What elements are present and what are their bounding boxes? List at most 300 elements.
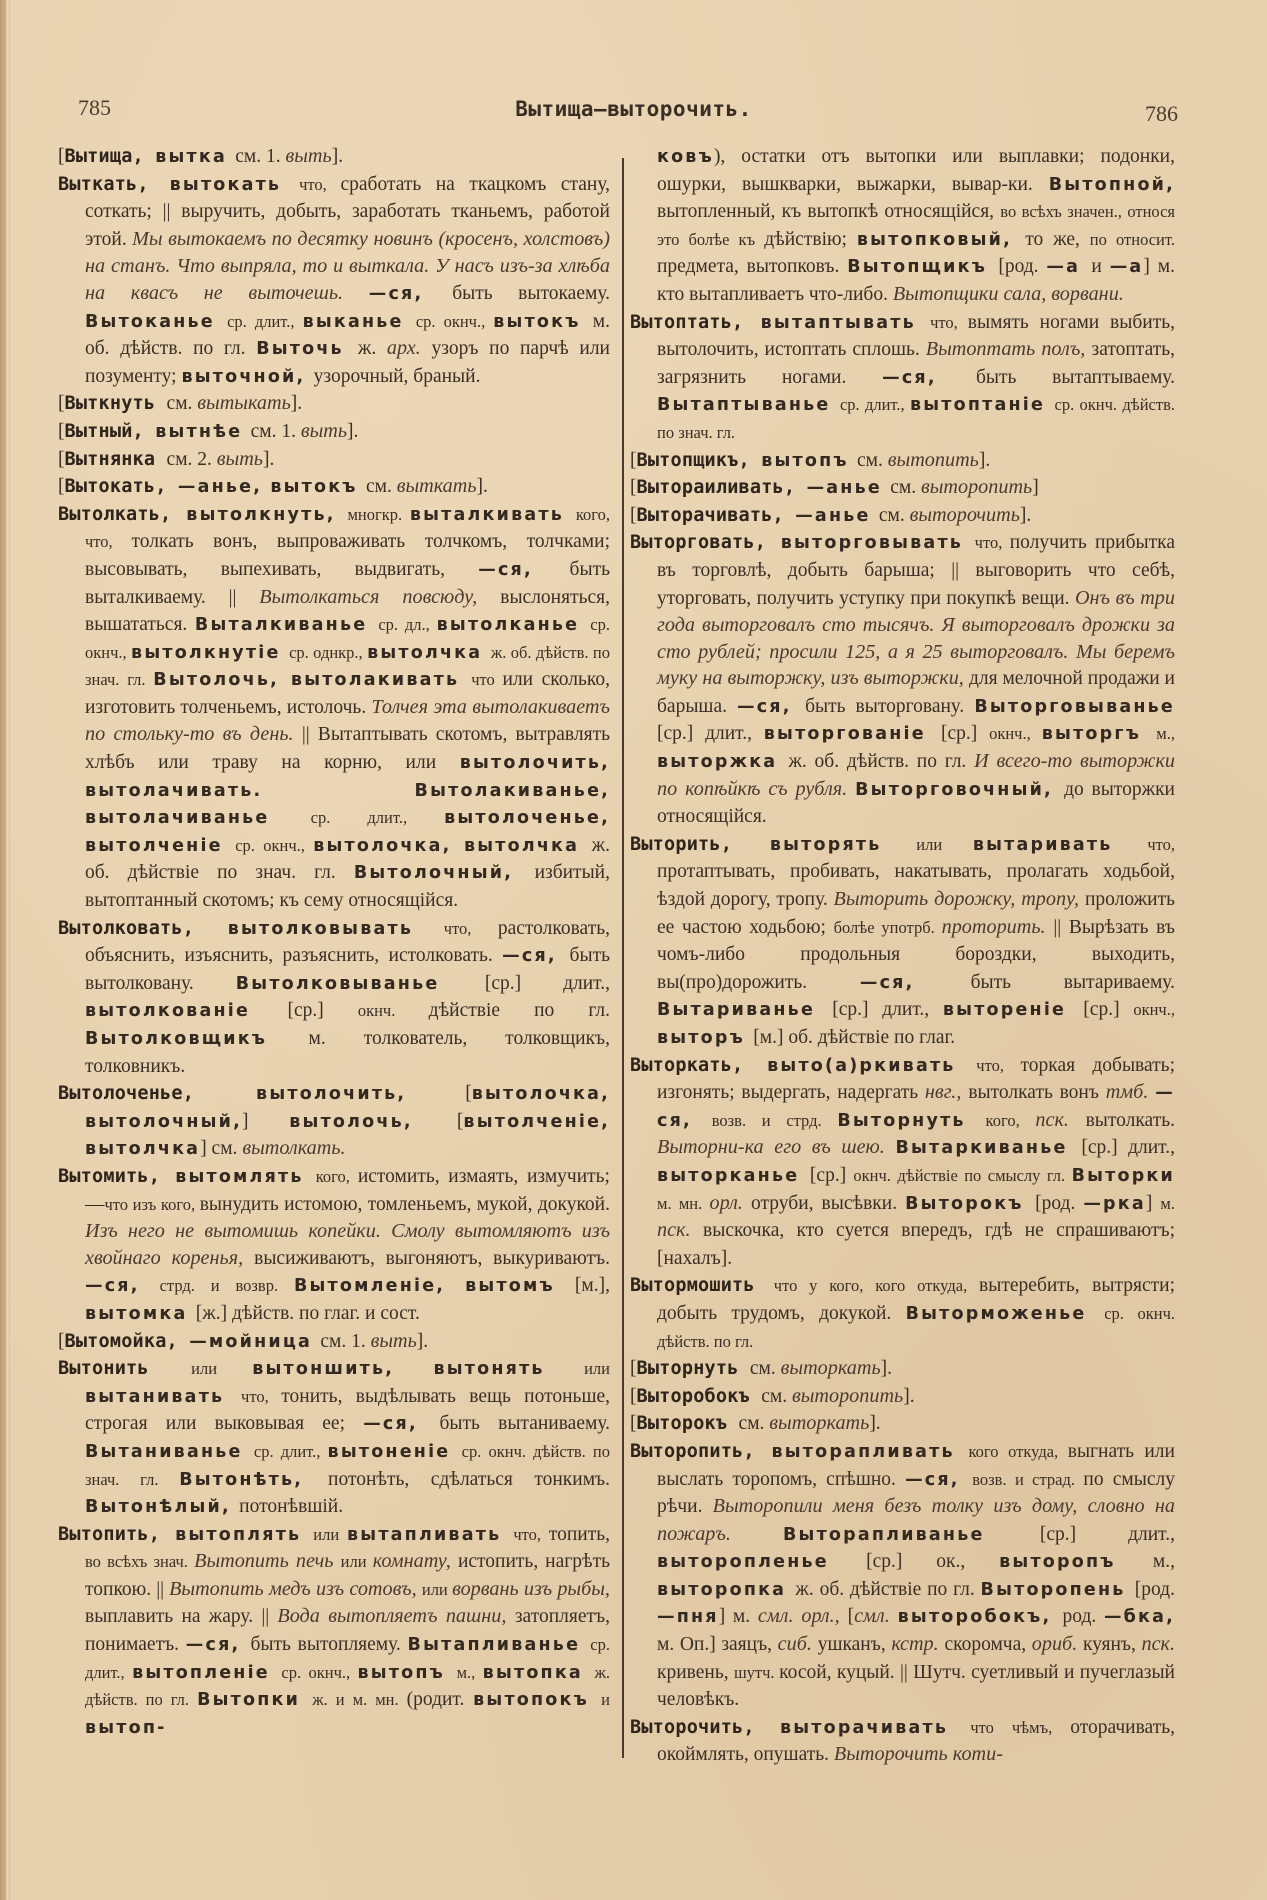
bold-form: Вытолковщикъ: [85, 1029, 309, 1049]
headword: Выткнуть: [64, 393, 167, 415]
definition-text: выслоняться, вышататься.: [85, 586, 610, 636]
headword: Выторопить,: [630, 1440, 772, 1462]
bold-form: вытокать: [169, 174, 300, 195]
open-bracket: [: [630, 1413, 637, 1435]
definition-text: вынудить истомою, томленьемъ, мукой, докукой.: [199, 1193, 610, 1215]
definition-text: ж. об. дѣйствіе по знач. гл.: [85, 834, 610, 884]
definition-text: род.: [1062, 1606, 1104, 1628]
headword: Выторочить,: [630, 1716, 780, 1738]
definition-text: [ср.] длит.,: [1081, 1137, 1175, 1159]
grammar-note: что,: [930, 312, 968, 332]
bold-form: вытоненіе: [327, 1441, 462, 1462]
open-bracket: [: [58, 146, 65, 167]
bold-form: вытолочка, вытолочный,: [85, 1084, 610, 1132]
italic-example: пск.: [657, 1219, 704, 1242]
grammar-note: или: [421, 1579, 453, 1599]
cross-reference-entry: [630, 1410, 1175, 1438]
headword: Выторобокъ: [636, 1385, 762, 1407]
definition-text: [ср.] длит.,: [832, 999, 943, 1021]
bold-form: выканье: [302, 311, 416, 332]
definition-text: см. 1.: [320, 1330, 371, 1352]
definition-text: для мелочной продажи и барыша.: [657, 668, 1175, 717]
grammar-note: или: [340, 1552, 373, 1572]
grammar-note: что,: [974, 533, 1010, 553]
bold-form: —мойница: [189, 1331, 321, 1352]
grammar-note: ср. окнч.,: [85, 615, 610, 662]
definition-text: ].: [903, 1385, 915, 1407]
dictionary-entry: [58, 1355, 610, 1521]
column-divider-rule: [622, 158, 624, 1758]
headword: Вытолкать,: [58, 503, 187, 525]
italic-example: Вытолкаться повсюду,: [259, 585, 501, 608]
definition-text: [м.],: [574, 1275, 610, 1297]
page-number-right: 786: [1145, 101, 1178, 126]
page-number-left: 785: [78, 95, 111, 120]
bold-form: Вытолочный,: [353, 863, 535, 884]
bold-form: вытопъ: [357, 1662, 457, 1683]
bold-form: вытопъ: [761, 450, 858, 471]
definition-text: ].: [331, 146, 344, 167]
definition-text: м. толкователь, толковщикъ, толковникъ.: [85, 1028, 610, 1077]
italic-example: вытыкать: [197, 392, 291, 415]
definition-text: [ср.]: [941, 723, 990, 745]
grammar-note: что,: [976, 1055, 1021, 1075]
bold-form: выторгованіе: [763, 724, 941, 745]
definition-text: [: [847, 1606, 855, 1628]
italic-example: Выторопили меня безъ толку изъ дому, словно на пожаръ.: [657, 1495, 1175, 1545]
definition-text: быть выторгованy.: [805, 695, 975, 717]
italic-example: Изъ него не вытомишь копейки. Смолу вытомляютъ изъ хвойнаго коренья,: [85, 1220, 610, 1269]
definition-text: оторачивать, окоймлять, опушать.: [657, 1716, 1175, 1766]
bold-form: вытолкнутіе: [131, 642, 290, 663]
definition-text: дѣйствіе по гл.: [428, 1000, 610, 1022]
headword: Вытища,: [64, 146, 156, 167]
bold-form: выторять: [769, 834, 917, 855]
headword: Выткать,: [58, 173, 170, 195]
grammar-note: что,: [299, 174, 341, 194]
bold-form: Выторговыванье: [974, 696, 1175, 717]
bold-form: вытолочить,: [256, 1084, 466, 1105]
bold-form: выторжка: [657, 752, 789, 773]
open-bracket: [: [58, 448, 65, 470]
grammar-note: многкр.: [347, 504, 410, 524]
definition-text: и: [1091, 256, 1110, 278]
definition-text: кривень,: [657, 1661, 734, 1683]
dictionary-entry: [630, 1052, 1175, 1273]
italic-example: И всего-то выторжки по копѣйкѣ съ рубля.: [657, 750, 1175, 800]
open-bracket: [: [58, 1330, 65, 1352]
italic-example: нвг.,: [924, 1081, 969, 1104]
grammar-note: м.: [1160, 1193, 1175, 1213]
bold-form: —ся,: [368, 283, 453, 304]
bold-form: вытолканье: [436, 615, 591, 636]
grammar-note: возв. и страд.: [972, 1469, 1084, 1489]
dictionary-entry: [630, 831, 1175, 1052]
cross-reference-entry: [58, 390, 610, 418]
grammar-note: что,: [513, 1524, 549, 1544]
bold-form: вытомлять: [175, 1166, 316, 1187]
italic-example: вытолкать.: [242, 1137, 346, 1160]
italic-example: выткать: [396, 475, 477, 498]
headword: Вытоптать,: [630, 311, 761, 333]
grammar-note: по относит.: [1089, 229, 1175, 249]
bold-form: Выторопень: [980, 1579, 1135, 1600]
definition-text: ] см.: [200, 1138, 243, 1160]
grammar-note: или: [191, 1359, 253, 1379]
bold-form: —ся,: [905, 1469, 973, 1490]
definition-text: см. 1.: [235, 146, 286, 167]
bold-form: выторобокъ,: [897, 1607, 1063, 1628]
italic-example: Вода вытопляетъ пашни,: [277, 1605, 515, 1628]
grammar-note: кого,: [315, 1166, 358, 1186]
bold-form: —бка,: [1103, 1607, 1175, 1628]
page-header: [0, 95, 1267, 135]
grammar-note: болѣе употрб.: [833, 917, 942, 937]
definition-text: скоромча,: [944, 1634, 1032, 1656]
definition-text: см.: [890, 477, 921, 499]
grammar-note: что,: [1147, 834, 1175, 854]
definition-text: см.: [857, 449, 888, 471]
definition-text: [ср.]: [287, 1000, 358, 1022]
running-title: Вытища—выторочить.: [515, 97, 752, 121]
dictionary-entry: [58, 501, 610, 915]
definition-text: [род.: [998, 256, 1047, 278]
dictionary-entry: [58, 1163, 610, 1328]
grammar-note: окнч.,: [1133, 1000, 1175, 1020]
italic-example: Выторить дорожку, тропу,: [833, 888, 1085, 911]
bold-form: выторгъ: [1041, 724, 1157, 745]
italic-example: Онъ въ три года выторговалъ сто тысячъ. Я выторговалъ дрожки за сто рублей; просили 125, а я 25 выторговалъ. Мы беремъ муку на выторжку, изъ выторжки,: [657, 586, 1175, 690]
bold-form: вытолочь,: [289, 1111, 457, 1132]
bold-form: вытокъ: [493, 311, 593, 332]
bold-form: вытомка: [85, 1303, 196, 1324]
cross-reference-entry: [58, 473, 610, 501]
grammar-note: ж. дѣйств. по гл.: [85, 1662, 610, 1710]
bold-form: выталкивать: [409, 504, 576, 525]
grammar-note: или: [584, 1359, 610, 1379]
italic-example: сиб.: [777, 1633, 818, 1656]
definition-text: ].: [978, 449, 991, 471]
cross-reference-entry: [58, 143, 610, 171]
bold-form: Вытолочь, вытолакивать: [153, 670, 472, 691]
bold-form: вытореніе: [942, 1000, 1084, 1021]
definition-text: потонѣвшій.: [239, 1496, 344, 1518]
grammar-note: окнч.,: [989, 724, 1042, 744]
grammar-note: шутч.: [733, 1662, 780, 1682]
bold-form: —анье: [806, 478, 891, 499]
italic-example: Выторочить коти-: [833, 1743, 1003, 1766]
cross-reference-entry: [58, 1328, 610, 1356]
grammar-note: во всѣхъ значен., относя это болѣе къ: [657, 202, 1176, 249]
definition-text: м.,: [1152, 1551, 1175, 1573]
bold-form: —ся,: [882, 367, 976, 388]
definition-text: по смыслу рѣчи.: [657, 1468, 1175, 1518]
bold-form: вытаптывать: [760, 312, 931, 333]
bold-form: вытопленіе: [132, 1662, 282, 1683]
bold-form: Вытомленіе, вытомъ: [293, 1276, 575, 1297]
dictionary-entry: [630, 1438, 1175, 1714]
grammar-note: возв. и стрд.: [711, 1110, 838, 1130]
italic-example: кстр.: [891, 1633, 945, 1656]
cross-reference-entry: [58, 446, 610, 474]
italic-example: выторопить: [791, 1384, 904, 1407]
italic-example: ориб.: [1031, 1633, 1084, 1656]
definition-text: получить прибытка въ торговлѣ, добыть барыша; || выговорить что себѣ, уторговать, получить уступку при покупкѣ вещи.: [657, 532, 1175, 609]
grammar-note: ср. окнч.,: [281, 1662, 358, 1682]
definition-text: топить,: [548, 1523, 611, 1545]
definition-text: вымять ногами выбить, вытолочить, истоптать сплошь.: [657, 311, 1175, 361]
open-bracket: [: [630, 477, 637, 499]
dictionary-entry: [630, 1272, 1175, 1355]
grammar-note: окнч. дѣйствіе по смыслу гл.: [853, 1165, 1072, 1185]
italic-example: пск.: [1141, 1633, 1176, 1656]
definition-text: затопляетъ, понимаетъ.: [85, 1606, 610, 1656]
headword: Выторговать,: [630, 532, 781, 554]
grammar-note: ср. окнч.,: [235, 835, 314, 855]
bold-form: вытка: [155, 147, 236, 167]
cross-reference-entry: [58, 418, 610, 446]
bold-form: —ся,: [502, 946, 570, 967]
bold-form: —пня: [657, 1607, 719, 1628]
grammar-note: м.,: [1156, 724, 1175, 744]
definition-text: предмета, вытопковъ.: [657, 256, 848, 278]
cross-reference-entry: [630, 502, 1175, 530]
headword: Вытораиливать,: [636, 477, 807, 499]
headword: Выторачивать,: [636, 504, 796, 526]
definition-text: см. 1.: [250, 420, 301, 442]
bold-form: Выторки: [1071, 1165, 1175, 1186]
italic-example: орл.: [709, 1191, 752, 1214]
bold-form: вытолочка, вытолчка: [313, 835, 592, 856]
bold-form: Вытолковыванье: [235, 973, 485, 994]
italic-example: смл.: [854, 1605, 898, 1628]
bold-form: вытолкованіе: [85, 1001, 288, 1022]
cross-reference-entry: [630, 1355, 1175, 1383]
definition-text: см.: [166, 393, 198, 415]
definition-text: узорочный, браный.: [313, 365, 481, 387]
grammar-note: кого,: [985, 1110, 1036, 1130]
definition-text: ж.: [357, 338, 387, 360]
definition-text: ].: [263, 448, 275, 470]
italic-example: Вытопить печь: [194, 1550, 341, 1573]
bold-form: Вытопщикъ: [847, 257, 999, 278]
grammar-note: что,: [443, 918, 498, 938]
definition-text: ушканъ,: [817, 1634, 892, 1656]
bold-form: Вытоканье: [85, 311, 228, 332]
definition-text: истомить, измаять, измучить; —: [85, 1165, 610, 1215]
cross-reference-entry: [630, 447, 1175, 475]
grammar-note: ср. дл.,: [378, 615, 437, 635]
definition-text: см.: [878, 504, 910, 526]
bold-form: Вытапливанье: [407, 1635, 591, 1656]
italic-example: выторкать: [780, 1357, 881, 1380]
grammar-note: ж. и м. мн.: [312, 1690, 407, 1710]
bold-form: выточной,: [181, 366, 314, 387]
definition-text: [ср.] длит.,: [484, 972, 610, 994]
definition-text: отруби, высѣвки.: [751, 1192, 906, 1214]
definition-text: ]: [241, 1110, 290, 1132]
grammar-note: ж. об. дѣйств. по знач. гл.: [85, 642, 611, 690]
bold-form: вытолковывать: [227, 918, 444, 939]
definition-text: то же,: [1025, 228, 1090, 250]
bold-form: Выторнуть: [837, 1110, 986, 1131]
grammar-note: или: [916, 834, 973, 854]
bold-form: Выторокъ: [905, 1193, 1036, 1214]
bold-form: вытолоченье, вытолченіе: [85, 808, 610, 856]
bold-form: Вытопки: [197, 1690, 313, 1711]
italic-example: Вытопить медъ изъ сотовъ,: [169, 1577, 422, 1600]
open-bracket: [: [58, 393, 65, 415]
headword: Выторить,: [630, 833, 770, 855]
italic-example: выть: [300, 419, 348, 442]
bold-form: вытанивать: [85, 1386, 242, 1407]
open-bracket: [: [58, 420, 65, 442]
grammar-note: что,: [241, 1386, 282, 1406]
italic-example: ворвань изъ рыбы,: [452, 1577, 610, 1600]
italic-example: арх.: [386, 337, 432, 360]
grammar-note: и: [601, 1690, 610, 1710]
definition-text: истопить, нагрѣть топкою. ||: [85, 1551, 611, 1600]
italic-example: Вытоптать полъ,: [925, 338, 1092, 361]
definition-text: высиживаютъ, выгоняютъ, выкуриваютъ.: [254, 1247, 610, 1269]
bold-form: вытолчка: [367, 642, 491, 663]
definition-text: растолковать, объяснить, изъяснить, разъяснить, истолковать.: [85, 917, 610, 967]
definition-text: ж. об. дѣйствіе по гл.: [795, 1578, 981, 1600]
headword: Выторкать,: [630, 1054, 768, 1076]
bold-form: вытопковый,: [856, 229, 1026, 250]
headword: Вытомить,: [58, 1165, 176, 1187]
bold-form: выторапливать: [771, 1441, 969, 1462]
headword: Вытормошить: [630, 1275, 774, 1297]
headword: Вытный,: [64, 420, 156, 442]
definition-text: ] м.: [718, 1606, 758, 1628]
bold-form: Вытонѣлый,: [85, 1497, 240, 1518]
definition-text: вытолкать вонъ: [968, 1082, 1106, 1104]
italic-example: тмб.: [1105, 1081, 1156, 1104]
definition-text: вытолкать.: [1085, 1109, 1175, 1131]
definition-text: ].: [416, 1330, 429, 1352]
definition-text: быть выталкиваему. ||: [85, 558, 610, 608]
grammar-note: что у кого, кого откуда,: [773, 1276, 980, 1296]
grammar-note: ср. окнч. дѣйств. по знач. гл.: [85, 1441, 610, 1489]
bold-form: Выторговочный,: [855, 779, 1065, 800]
grammar-note: или: [313, 1524, 348, 1544]
headword: Выторокъ: [636, 1413, 739, 1435]
definition-text: [ср.] длит.,: [1039, 1523, 1175, 1545]
definition-text: дѣйствію;: [764, 228, 857, 250]
italic-example: Толчея эта вытолакиваетъ по стольку-то въ день.: [85, 695, 610, 746]
italic-example: комнату,: [372, 1550, 458, 1573]
bold-form: —ся,: [737, 696, 806, 717]
bold-form: вытолкнуть,: [186, 504, 348, 525]
definition-text: быть вытариваему.: [970, 971, 1175, 993]
headword: Вытомойка,: [64, 1330, 190, 1352]
cross-reference-entry: [630, 1383, 1175, 1411]
definition-text: потонѣть, сдѣлаться тонкимъ.: [328, 1468, 611, 1490]
dictionary-entry: [58, 1521, 610, 1742]
definition-text: ), остатки отъ вытопки или выплавки; подонки, ошурки, вышкварки, выжарки, вывар-ки.: [657, 146, 1175, 195]
bold-form: Вытонѣть,: [179, 1469, 329, 1490]
italic-example: выторкать: [769, 1412, 870, 1435]
definition-text: см.: [749, 1358, 781, 1380]
italic-example: выторопить: [920, 476, 1033, 499]
bold-form: —ся,: [363, 1414, 440, 1435]
bold-form: —ся,: [859, 972, 971, 993]
definition-text: или сколько, изготовить толченьемъ, истолочь.: [85, 669, 611, 718]
definition-text: [ж.] дѣйств. по глаг. и сост.: [195, 1302, 420, 1324]
grammar-note: во всѣхъ знач.: [85, 1552, 195, 1572]
cross-reference-entry: [630, 474, 1175, 502]
definition-text: см.: [365, 476, 397, 498]
italic-example: Мы вытокаемъ по десятку новинъ (кросенъ, холстовъ) на станъ. Что выпряла, то и выткала. У насъ изъ-за хлѣба на квасъ не выточешь.: [85, 227, 610, 304]
bold-form: выто(а)ркивать: [767, 1055, 977, 1076]
definition-text: проложить ее частою ходьбою;: [657, 889, 1175, 938]
italic-example: проторить.: [941, 915, 1054, 938]
definition-text: [род.: [1035, 1192, 1084, 1214]
grammar-note: ср. длит.,: [310, 808, 445, 828]
right-column: [630, 143, 1175, 1769]
bold-form: вытолченіе, вытолчка: [85, 1111, 610, 1160]
dictionary-entry: [630, 529, 1175, 831]
headword: Вытнянка: [64, 448, 167, 470]
definition-text: [: [465, 1083, 472, 1105]
bold-form: —а: [1109, 257, 1144, 278]
italic-example: выть: [285, 145, 332, 167]
page-binding-edge: [0, 0, 10, 1900]
bold-form: выторачивать: [779, 1717, 971, 1738]
definition-text: избитый, вытоптанный скотомъ; къ сему относящійся.: [85, 862, 610, 912]
grammar-note: ср. длит.,: [839, 395, 910, 415]
definition-text: ]: [1032, 477, 1039, 499]
bold-form: выторопъ: [999, 1552, 1153, 1573]
grammar-note: ср. длит.,: [253, 1441, 328, 1461]
bold-form: вытопокъ: [473, 1690, 602, 1711]
italic-example: Вытопщики сала, ворвани.: [892, 282, 1124, 305]
left-column: [58, 143, 610, 1741]
definition-text: м. об. дѣйств. по гл.: [85, 310, 610, 360]
italic-example: выть: [370, 1329, 417, 1352]
bold-form: Выточь: [256, 339, 358, 360]
grammar-note: окнч.: [357, 1001, 429, 1021]
bold-form: Выторапливанье: [783, 1524, 1040, 1545]
definition-text: [род.: [1134, 1578, 1175, 1600]
italic-example: смл. орл.,: [757, 1605, 848, 1628]
italic-example: Выторни-ка его въ шею.: [657, 1136, 896, 1159]
definition-text: ].: [1019, 504, 1032, 526]
bold-form: выторопленье: [657, 1552, 867, 1573]
grammar-note: что изъ кого,: [104, 1194, 200, 1214]
bold-form: —анье, вытокъ: [177, 477, 366, 498]
italic-example: выторочить: [909, 503, 1020, 526]
definition-text: [ср.]: [1083, 999, 1134, 1021]
bold-form: —а: [1046, 257, 1092, 278]
dictionary-entry: [58, 915, 610, 1081]
definition-text: || Вытаптывать скотомъ, вытравлять хлѣбъ или траву на корню, или: [85, 724, 610, 774]
definition-text: быть вытопляему.: [250, 1634, 408, 1656]
definition-text: быть вытолковану.: [85, 945, 610, 994]
bold-form: —ся,: [478, 559, 570, 580]
definition-text: до выторжки относящійся.: [657, 778, 1175, 828]
bold-form: Вытаниванье: [85, 1441, 254, 1462]
open-bracket: [: [630, 504, 637, 526]
headword: Вытопщикъ,: [636, 449, 762, 471]
headword: Вытопить,: [58, 1523, 176, 1545]
grammar-note: ср. окнч. дѣйств. по гл.: [657, 1303, 1175, 1351]
grammar-note: стрд. и возвр.: [159, 1276, 294, 1296]
grammar-note: что: [471, 670, 503, 690]
entry-continuation: [630, 143, 1175, 309]
bold-form: —ся,: [85, 1276, 160, 1297]
